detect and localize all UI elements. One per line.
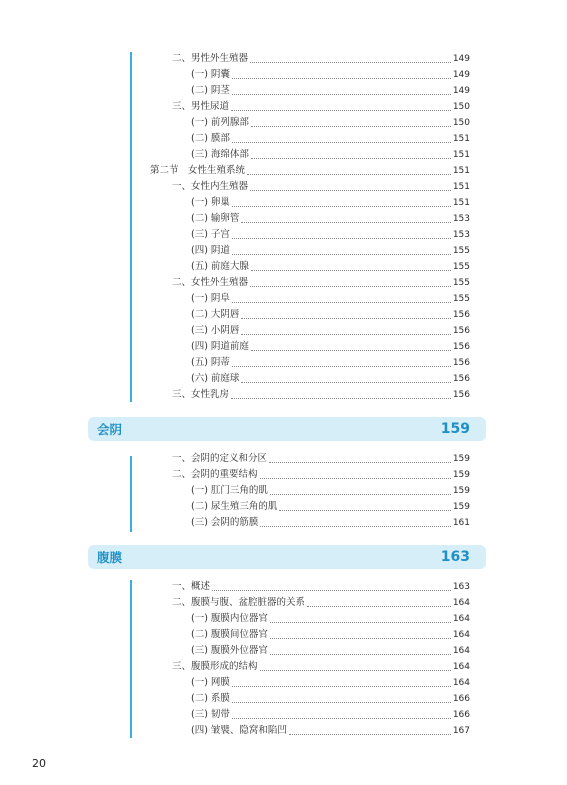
page-number: 155 <box>452 278 470 288</box>
leader-dots <box>270 486 451 495</box>
leader-dots <box>250 182 451 191</box>
chapter-page: 159 <box>440 421 470 437</box>
leader-dots <box>260 470 451 479</box>
toc-entry[interactable]: 一、女性内生殖器 151 <box>172 181 470 192</box>
page-number: 161 <box>452 518 470 528</box>
leader-dots <box>231 390 451 399</box>
leader-dots <box>251 342 451 351</box>
leader-dots <box>247 166 451 175</box>
leader-dots <box>241 326 450 335</box>
page-number: 151 <box>452 182 470 192</box>
leader-dots <box>232 86 451 95</box>
chapter-title: 腹膜 <box>97 550 123 565</box>
toc-entry[interactable]: (二) 腹膜间位器官 164 <box>191 629 470 640</box>
toc-entry[interactable]: 三、男性尿道 150 <box>172 101 470 112</box>
page-number: 153 <box>452 214 470 224</box>
toc-entry[interactable]: (三) 会阴的筋膜 161 <box>191 517 470 528</box>
toc-entry[interactable]: (一) 肛门三角的肌 159 <box>191 485 470 496</box>
page-number: 156 <box>452 374 470 384</box>
toc-entry[interactable]: (二) 膜部 151 <box>191 133 470 144</box>
leader-dots <box>307 598 451 607</box>
leader-dots <box>232 678 451 687</box>
chapter-banner-perineum[interactable] <box>88 417 486 441</box>
page-number: 167 <box>452 726 470 736</box>
leader-dots <box>241 374 450 383</box>
page-number: 159 <box>452 454 470 464</box>
toc-entry[interactable]: (六) 前庭球 156 <box>191 373 470 384</box>
leader-dots <box>212 582 451 591</box>
leader-dots <box>251 262 451 271</box>
page-number: 164 <box>452 662 470 672</box>
page-number: 156 <box>452 390 470 400</box>
toc-entry[interactable]: (一) 卵巢 151 <box>191 197 470 208</box>
leader-dots <box>270 614 451 623</box>
page-number: 155 <box>452 294 470 304</box>
toc-entry[interactable]: (四) 阴道 155 <box>191 245 470 256</box>
toc-rule-3 <box>130 580 132 738</box>
toc-entry[interactable]: (三) 腹膜外位器官 164 <box>191 645 470 656</box>
page-number: 166 <box>452 694 470 704</box>
toc-entry[interactable]: (一) 腹膜内位器官 164 <box>191 613 470 624</box>
page-number: 164 <box>452 630 470 640</box>
toc-entry[interactable]: (二) 阴茎 149 <box>191 85 470 96</box>
page-number: 164 <box>452 678 470 688</box>
chapter-banner-peritoneum[interactable] <box>88 545 486 569</box>
toc-entry[interactable]: 二、会阴的重要结构 159 <box>172 469 470 480</box>
leader-dots <box>232 134 451 143</box>
toc-entry[interactable]: (二) 尿生殖三角的肌 159 <box>191 501 470 512</box>
toc-entry[interactable]: 二、腹膜与腹、盆腔脏器的关系 164 <box>172 597 470 608</box>
page-number: 155 <box>452 246 470 256</box>
leader-dots <box>251 118 451 127</box>
page-number: 163 <box>452 582 470 592</box>
leader-dots <box>251 150 451 159</box>
page-number: 151 <box>452 166 470 176</box>
page-number: 151 <box>452 198 470 208</box>
toc-entry[interactable]: (二) 大阴唇 156 <box>191 309 470 320</box>
leader-dots <box>260 518 450 527</box>
toc-section-heading[interactable]: 第二节 女性生殖系统 151 <box>150 165 470 176</box>
page-number: 149 <box>452 86 470 96</box>
leader-dots <box>279 502 450 511</box>
page-number: 156 <box>452 342 470 352</box>
toc-entry[interactable]: (一) 前列腺部 150 <box>191 117 470 128</box>
leader-dots <box>260 662 451 671</box>
toc-entry[interactable]: (一) 网膜 164 <box>191 677 470 688</box>
page-number: 149 <box>452 54 470 64</box>
page-number: 164 <box>452 646 470 656</box>
toc-entry[interactable]: (三) 小阴唇 156 <box>191 325 470 336</box>
page-number: 155 <box>452 262 470 272</box>
page-number: 149 <box>452 70 470 80</box>
toc-entry[interactable]: 一、概述 163 <box>172 581 470 592</box>
page-number: 164 <box>452 598 470 608</box>
toc-entry[interactable]: (四) 皱襞、隐窝和陷凹 167 <box>191 725 470 736</box>
toc-entry[interactable]: (三) 子宫 153 <box>191 229 470 240</box>
toc-entry[interactable]: (五) 前庭大腺 155 <box>191 261 470 272</box>
leader-dots <box>232 70 451 79</box>
leader-dots <box>250 54 451 63</box>
toc-entry[interactable]: 三、女性乳房 156 <box>172 389 470 400</box>
toc-rule-1 <box>130 52 132 402</box>
leader-dots <box>289 726 451 735</box>
leader-dots <box>270 630 451 639</box>
chapter-title: 会阴 <box>97 422 123 437</box>
toc-entry[interactable]: (四) 阴道前庭 156 <box>191 341 470 352</box>
toc-entry[interactable]: (三) 海绵体部 151 <box>191 149 470 160</box>
leader-dots <box>250 278 451 287</box>
page-number: 159 <box>452 470 470 480</box>
leader-dots <box>232 246 451 255</box>
toc-entry[interactable]: 二、男性外生殖器 149 <box>172 53 470 64</box>
page-number: 151 <box>452 134 470 144</box>
toc-entry[interactable]: (二) 系膜 166 <box>191 693 470 704</box>
page-number: 150 <box>452 102 470 112</box>
toc-entry[interactable]: (一) 阴阜 155 <box>191 293 470 304</box>
toc-rule-2 <box>130 456 132 532</box>
leader-dots <box>241 310 450 319</box>
toc-entry[interactable]: 二、女性外生殖器 155 <box>172 277 470 288</box>
chapter-page: 163 <box>440 549 470 565</box>
leader-dots <box>232 294 451 303</box>
toc-entry[interactable]: (三) 韧带 166 <box>191 709 470 720</box>
leader-dots <box>232 358 451 367</box>
leader-dots <box>269 454 451 463</box>
page-number: 153 <box>452 230 470 240</box>
toc-entry[interactable]: (二) 输卵管 153 <box>191 213 470 224</box>
page-folio: 20 <box>32 757 46 770</box>
page-number: 151 <box>452 150 470 160</box>
leader-dots <box>232 198 451 207</box>
toc-entry[interactable]: (五) 阴蒂 156 <box>191 357 470 368</box>
page-number: 150 <box>452 118 470 128</box>
leader-dots <box>241 214 450 223</box>
page-number: 166 <box>452 710 470 720</box>
leader-dots <box>270 646 451 655</box>
leader-dots <box>232 710 451 719</box>
toc-entry[interactable]: 一、会阴的定义和分区 159 <box>172 453 470 464</box>
leader-dots <box>232 230 451 239</box>
page-number: 164 <box>452 614 470 624</box>
leader-dots <box>232 694 451 703</box>
page-number: 156 <box>452 326 470 336</box>
page-number: 159 <box>452 502 470 512</box>
leader-dots <box>231 102 451 111</box>
page-number: 159 <box>452 486 470 496</box>
page-number: 156 <box>452 310 470 320</box>
page-number: 156 <box>452 358 470 368</box>
toc-entry[interactable]: 三、腹膜形成的结构 164 <box>172 661 470 672</box>
toc-entry[interactable]: (一) 阴囊 149 <box>191 69 470 80</box>
